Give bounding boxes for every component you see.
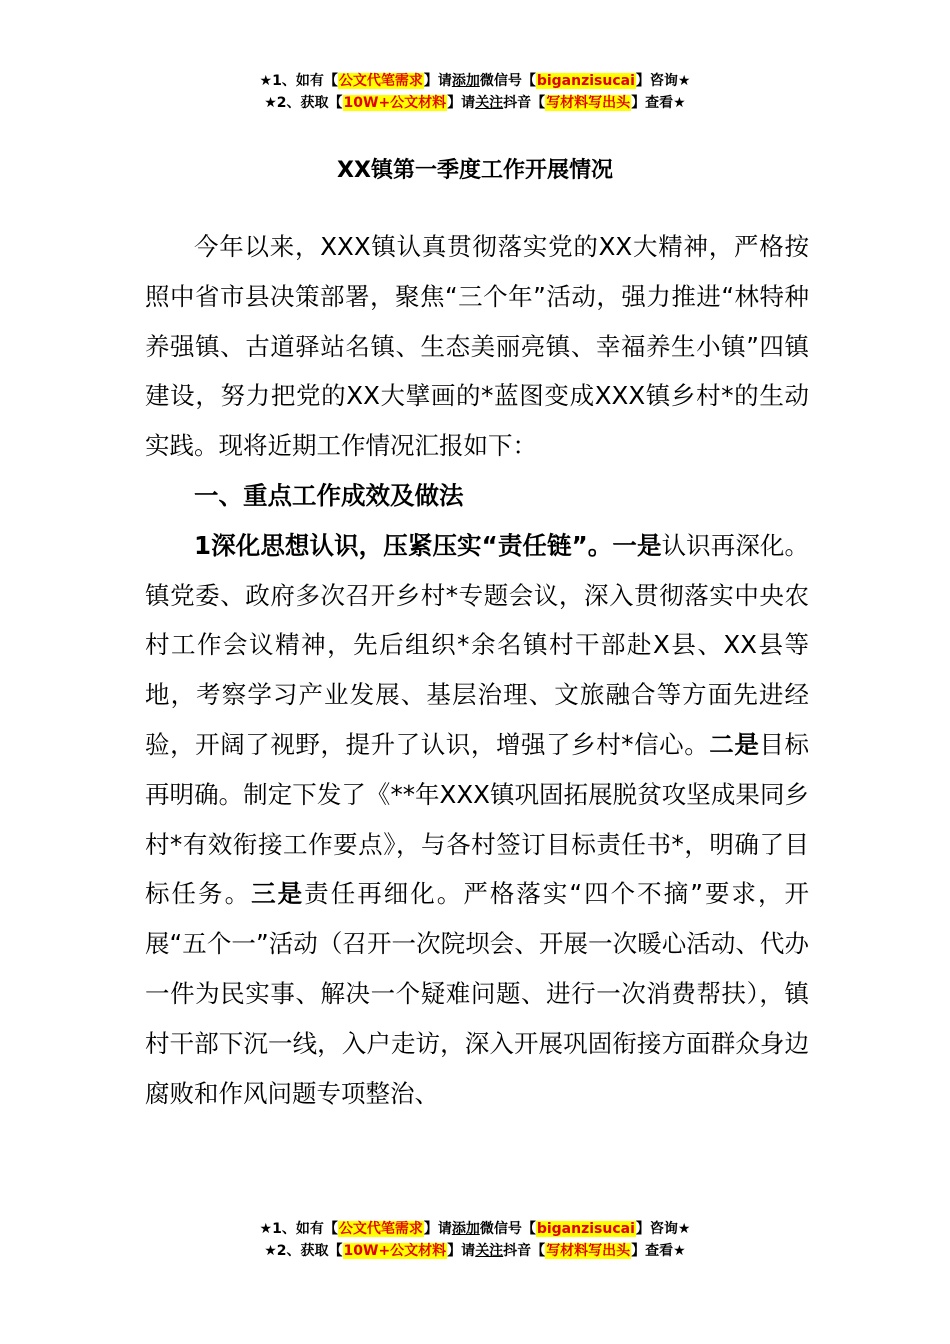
banner-line-1 <box>0 1218 950 1240</box>
banner-highlight: biganzisucai <box>536 73 635 89</box>
banner-text: 】请 <box>447 1243 476 1259</box>
banner-text: 微信号【 <box>479 1221 536 1237</box>
banner-text: 】请 <box>423 73 452 89</box>
banner-highlight: 写材料写出头 <box>546 95 631 111</box>
banner-text: 】请 <box>423 1221 452 1237</box>
banner-text: 】查看★ <box>631 1243 686 1259</box>
banner-text: ★2、获取【 <box>264 1243 343 1259</box>
banner-highlight: 写材料写出头 <box>546 1243 631 1259</box>
banner-underlined: 关注 <box>475 95 504 111</box>
banner-underlined: 添加 <box>451 1221 480 1237</box>
banner-text: 抖音【 <box>503 1243 546 1259</box>
footer-banner <box>0 1218 950 1262</box>
banner-text: 微信号【 <box>479 73 536 89</box>
banner-text: ★1、如有【 <box>259 73 338 89</box>
banner-highlight: biganzisucai <box>536 1221 635 1237</box>
banner-line-1 <box>0 70 950 92</box>
banner-underlined: 关注 <box>475 1243 504 1259</box>
banner-highlight: 10W+公文材料 <box>343 1243 447 1259</box>
banner-text: 】查看★ <box>631 95 686 111</box>
banner-text: ★1、如有【 <box>259 1221 338 1237</box>
banner-text: 抖音【 <box>503 95 546 111</box>
banner-highlight: 10W+公文材料 <box>343 95 447 111</box>
banner-text: 】咨询★ <box>635 1221 691 1237</box>
paragraph-text: 认识再深化。镇党委、政府多次召开乡村*专题会议，深入贯彻落实中央农村工作会议精神，先后组织*余名镇村干部赴X县、XX县等地，考察学习产业发展、基层治理、文旅融合等方面先进经验，开阔了视野，提升了认识，增强了乡村*信心。 <box>145 530 810 759</box>
banner-line-2 <box>0 92 950 114</box>
document-title: XX镇第一季度工作开展情况 <box>337 158 613 183</box>
section-heading: 一、重点工作成效及做法 <box>194 480 464 510</box>
paragraph-marker: 二是 <box>709 729 760 759</box>
banner-text: ★2、获取【 <box>264 95 343 111</box>
banner-line-2 <box>0 1240 950 1262</box>
banner-text: 】请 <box>447 95 476 111</box>
body-paragraph <box>145 521 809 1119</box>
banner-text: 】咨询★ <box>635 73 691 89</box>
banner-highlight: 公文代笔需求 <box>338 1221 423 1237</box>
banner-highlight: 公文代笔需求 <box>338 73 423 89</box>
document-body <box>145 222 809 1118</box>
paragraph-marker: 三是 <box>251 879 305 909</box>
paragraph-lead: 1深化思想认识，压紧压实“责任链”。一是 <box>194 530 662 560</box>
paragraph-text: 责任再细化。严格落实“四个不摘”要求，开展“五个一”活动（召开一次院坝会、开展一次暖心活动、代办一件为民实事、解决一个疑难问题、进行一次消费帮扶），镇村干部下沉一线，入户走访，深入开展巩固衔接方面群众身边腐败和作风问题专项整治、 <box>145 879 810 1108</box>
banner-underlined: 添加 <box>451 73 480 89</box>
header-banner <box>0 70 950 114</box>
paragraph-text: 目标再明确。制定下发了《**年XXX镇巩固拓展脱贫攻坚成果同乡村*有效衔接工作要点》，与各村签订目标责任书*，明确了目标任务。 <box>145 729 810 909</box>
intro-paragraph: 今年以来，XXX镇认真贯彻落实党的XX大精神，严格按照中省市县决策部署，聚焦“三个年”活动，强力推进“林特种养强镇、古道驿站名镇、生态美丽亮镇、幸福养生小镇”四镇建设，努力把党的XX大擘画的*蓝图变成XXX镇乡村*的生动实践。现将近期工作情况汇报如下： <box>145 232 809 461</box>
